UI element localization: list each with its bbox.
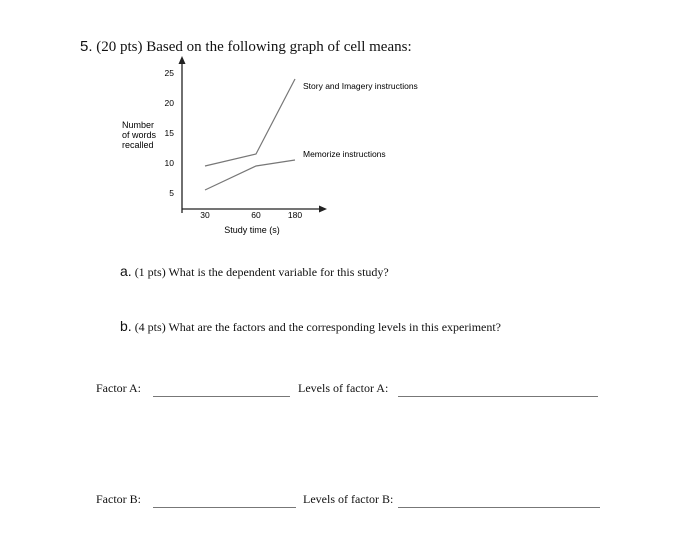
factor-b-answer-line[interactable] (153, 507, 296, 508)
y-axis-label-line-2: of words (122, 130, 157, 140)
series-group (205, 79, 418, 190)
part-a-letter: a. (120, 263, 132, 279)
part-a-text: (1 pts) What is the dependent variable for this study? (134, 265, 389, 279)
series-line-1 (205, 79, 295, 166)
question-text: (20 pts) Based on the following graph of cell means: (96, 39, 412, 55)
y-tick-label-10: 10 (164, 158, 174, 168)
part-b-text: (4 pts) What are the factors and the corresponding levels in this experiment? (134, 320, 502, 334)
question-number: 5. (80, 38, 93, 55)
levels-a-answer-line[interactable] (398, 396, 598, 397)
x-tick-label-30: 30 (200, 210, 210, 220)
y-tick-labels (165, 68, 175, 198)
x-axis-label: Study time (s) (224, 225, 280, 235)
levels-b-answer-line[interactable] (398, 507, 600, 508)
cell-means-chart (0, 0, 700, 260)
x-tick-label-180: 180 (287, 210, 303, 220)
x-tick-label-60: 60 (251, 210, 261, 220)
levels-b-label: Levels of factor B: (303, 492, 394, 506)
series-line-2 (205, 160, 295, 190)
factor-a-label: Factor A: (96, 381, 141, 395)
y-tick-label-15: 15 (164, 128, 174, 138)
y-tick-label-20: 20 (164, 98, 174, 108)
levels-a-label: Levels of factor A: (298, 381, 389, 395)
x-axis-arrow (319, 206, 327, 213)
part-b-letter: b. (120, 318, 132, 334)
y-axis-arrow (179, 56, 186, 64)
x-tick-labels (200, 210, 302, 220)
factor-a-answer-line[interactable] (153, 396, 290, 397)
part-b (120, 318, 501, 335)
factor-b-label: Factor B: (96, 492, 141, 506)
y-axis-label-line-1: Number (122, 120, 155, 130)
y-tick-label-5: 5 (169, 188, 174, 198)
y-axis-label-line-3: recalled (122, 140, 154, 150)
part-a (120, 263, 389, 280)
series-label-2: Memorize instructions (303, 149, 386, 159)
y-tick-label-25: 25 (164, 68, 174, 78)
series-label-1: Story and Imagery instructions (303, 81, 418, 91)
